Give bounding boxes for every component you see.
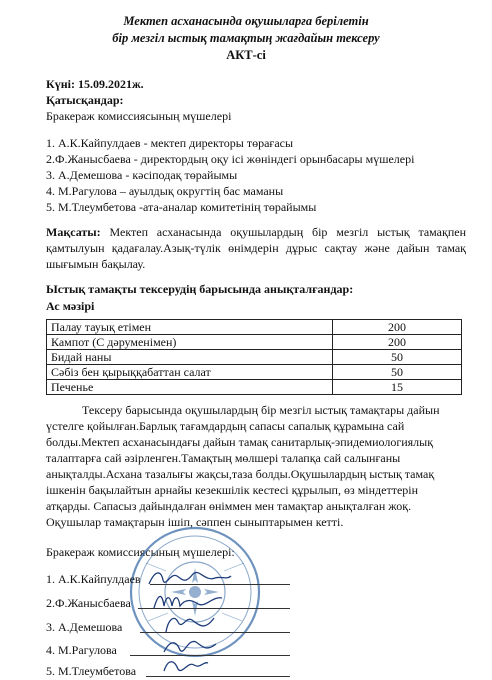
body-line: анықталды.Асхана тазалығы жақсы,таза болды.Оқушылардың ыстық тамақ <box>46 467 435 481</box>
signature-name: 3. А.Демешова <box>46 620 123 634</box>
table-row <box>47 365 462 380</box>
body-line: талаптарға сай әзірленген.Тамақтың мөлшері талапқа сай салынғаны <box>46 451 401 465</box>
menu-value-cell: 200 <box>333 335 462 350</box>
table-row <box>47 320 462 335</box>
findings-heading: Ыстық тамақты тексерудің барысында анықталғандар: <box>46 282 354 296</box>
member-line: 5. М.Тлеумбетова -ата-аналар комитетінің төрайымы <box>46 200 317 214</box>
menu-value-cell: 200 <box>333 320 462 335</box>
menu-value-cell: 50 <box>333 350 462 365</box>
body-line: Оқушылар тамақтарын ішіп, сәппен сыныптарымен кетті. <box>46 515 344 529</box>
menu-value-cell: 15 <box>333 380 462 395</box>
body-line: атқарды. Сапасыз дайындалған өніммен мен тамақтар анықталған жоқ. <box>46 499 412 513</box>
menu-value-cell: 50 <box>333 365 462 380</box>
body-line: болды.Мектеп асханасындағы дайын тамақ санитарлық-эпидемиологиялық <box>46 435 434 449</box>
member-line: 4. М.Рагулова – ауылдық округтің бас маманы <box>46 184 284 198</box>
body-line: үстелге қойылған.Барлық тағамдардың сапасы сапалық құрамына сай <box>46 419 405 433</box>
title-line-1: Мектеп асханасында оқушыларға берілетін <box>123 14 369 28</box>
table-row <box>47 335 462 350</box>
title-line-2: бір мезгіл ыстық тамақтың жағдайын тексеру <box>112 31 380 45</box>
signature-name: 5. М.Тлеумбетова <box>46 664 137 678</box>
commission-label: Бракераж комиссиясының мүшелері <box>46 109 232 123</box>
menu-item-cell: Бидай наны <box>47 350 333 365</box>
document-date: Күні: 15.09.2021ж. <box>46 77 144 91</box>
purpose-label: Мақсаты: <box>46 225 101 239</box>
body-line: Тексеру барысында оқушылардың бір мезгіл ыстық тамақтары дайын <box>82 403 440 417</box>
signature-name: 4. М.Рагулова <box>46 643 117 657</box>
member-line: 2.Ф.Жанысбаева - директордың оқу ісі жөніндегі орынбасары мүшелері <box>46 152 415 166</box>
title-line-3: АКТ-сі <box>226 48 266 62</box>
purpose-paragraph <box>46 224 466 272</box>
menu-heading: Ас мәзірі <box>46 299 95 313</box>
table-row <box>47 350 462 365</box>
menu-item-cell: Палау тауық етімен <box>47 320 333 335</box>
handwritten-signature <box>150 588 230 614</box>
signature-name: 2.Ф.Жанысбаева <box>46 596 131 610</box>
handwritten-signature <box>160 612 220 636</box>
menu-item-cell: Сәбіз бен қырыққабаттан салат <box>47 365 333 380</box>
menu-table <box>46 319 462 395</box>
signatures-heading: Бракераж комиссиясының мүшелері: <box>46 545 235 559</box>
table-row <box>47 380 462 395</box>
menu-item-cell: Кампот (С дәруменімен) <box>47 335 333 350</box>
body-line: ішкенін бақылайтын арнайы кезекшілік кестесі құрылып, өз міндеттерін <box>46 483 419 497</box>
member-line: 3. А.Демешова - кәсіподақ төрайымы <box>46 168 238 182</box>
participants-heading: Қатысқандар: <box>46 93 124 107</box>
signature-name: 1. А.К.Кайпулдаев <box>46 572 141 586</box>
purpose-text: Мектеп асханасында оқушылардың бір мезгіл ыстық тамақпен қамтылуын қадағалау.Азық-түлік өнімдерін дұрыс сақтау және дайын тамақ шығымын бақылау. <box>46 225 466 271</box>
handwritten-signature <box>160 655 210 677</box>
handwritten-signature <box>145 566 235 590</box>
menu-item-cell: Печенье <box>47 380 333 395</box>
member-line: 1. А.К.Кайпулдаев - мектеп директоры төрағасы <box>46 136 294 150</box>
